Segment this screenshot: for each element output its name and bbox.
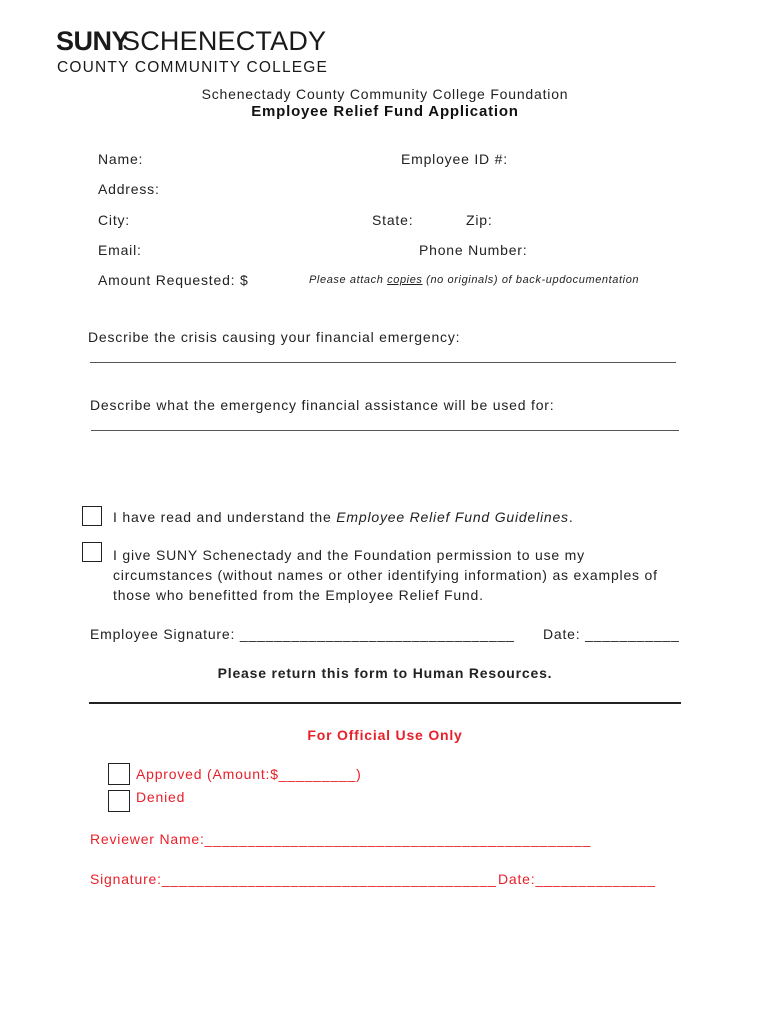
employee-id-label[interactable]: Employee ID #: xyxy=(401,151,508,167)
copies-emphasis: copies xyxy=(387,274,423,286)
denied-label: Denied xyxy=(136,789,186,805)
use-answer-line[interactable] xyxy=(91,430,679,431)
reviewer-date-field[interactable]: Date:______________ xyxy=(498,871,656,887)
official-use-heading: For Official Use Only xyxy=(307,727,463,743)
phone-label[interactable]: Phone Number: xyxy=(419,242,528,258)
permission-checkbox[interactable] xyxy=(82,542,102,562)
reviewer-signature-field[interactable]: Signature:_______________________________________ xyxy=(90,871,497,887)
crisis-answer-line[interactable] xyxy=(90,362,676,363)
address-label[interactable]: Address: xyxy=(98,181,160,197)
zip-label[interactable]: Zip: xyxy=(466,212,493,228)
permission-line-2: circumstances (without names or other identifying information) as examples of xyxy=(113,567,658,583)
logo-suny: SUNY xyxy=(56,26,130,56)
guidelines-checkbox[interactable] xyxy=(82,506,102,526)
permission-line-1: I give SUNY Schenectady and the Foundation permission to use my xyxy=(113,547,585,563)
form-title: Employee Relief Fund Application xyxy=(251,103,519,120)
section-divider xyxy=(89,702,681,704)
signature-date-field[interactable]: Date: ___________ xyxy=(543,626,680,642)
permission-line-3: those who benefitted from the Employee Relief Fund. xyxy=(113,587,484,603)
amount-requested-label[interactable]: Amount Requested: $ xyxy=(98,272,249,288)
reviewer-name-field[interactable]: Reviewer Name:_____________________________________________ xyxy=(90,831,592,847)
logo-subline: COUNTY COMMUNITY COLLEGE xyxy=(57,59,329,76)
attach-note: Please attach copies (no originals) of back-updocumentation xyxy=(309,274,640,286)
approved-label: Approved (Amount:$_________) xyxy=(136,766,362,782)
denied-checkbox[interactable] xyxy=(108,790,130,812)
email-label[interactable]: Email: xyxy=(98,242,142,258)
name-label[interactable]: Name: xyxy=(98,151,144,167)
approved-checkbox[interactable] xyxy=(108,763,130,785)
guidelines-statement: I have read and understand the Employee Relief Fund Guidelines. xyxy=(113,509,574,525)
org-name: Schenectady County Community College Foundation xyxy=(201,86,569,102)
use-question: Describe what the emergency financial assistance will be used for: xyxy=(90,397,555,413)
return-instruction: Please return this form to Human Resources. xyxy=(217,665,553,681)
state-label[interactable]: State: xyxy=(372,212,414,228)
city-label[interactable]: City: xyxy=(98,212,130,228)
employee-signature-field[interactable]: Employee Signature: ________________________________ xyxy=(90,626,515,642)
logo-schenectady: SCHENECTADY xyxy=(122,26,327,56)
crisis-question: Describe the crisis causing your financial emergency: xyxy=(88,329,461,345)
